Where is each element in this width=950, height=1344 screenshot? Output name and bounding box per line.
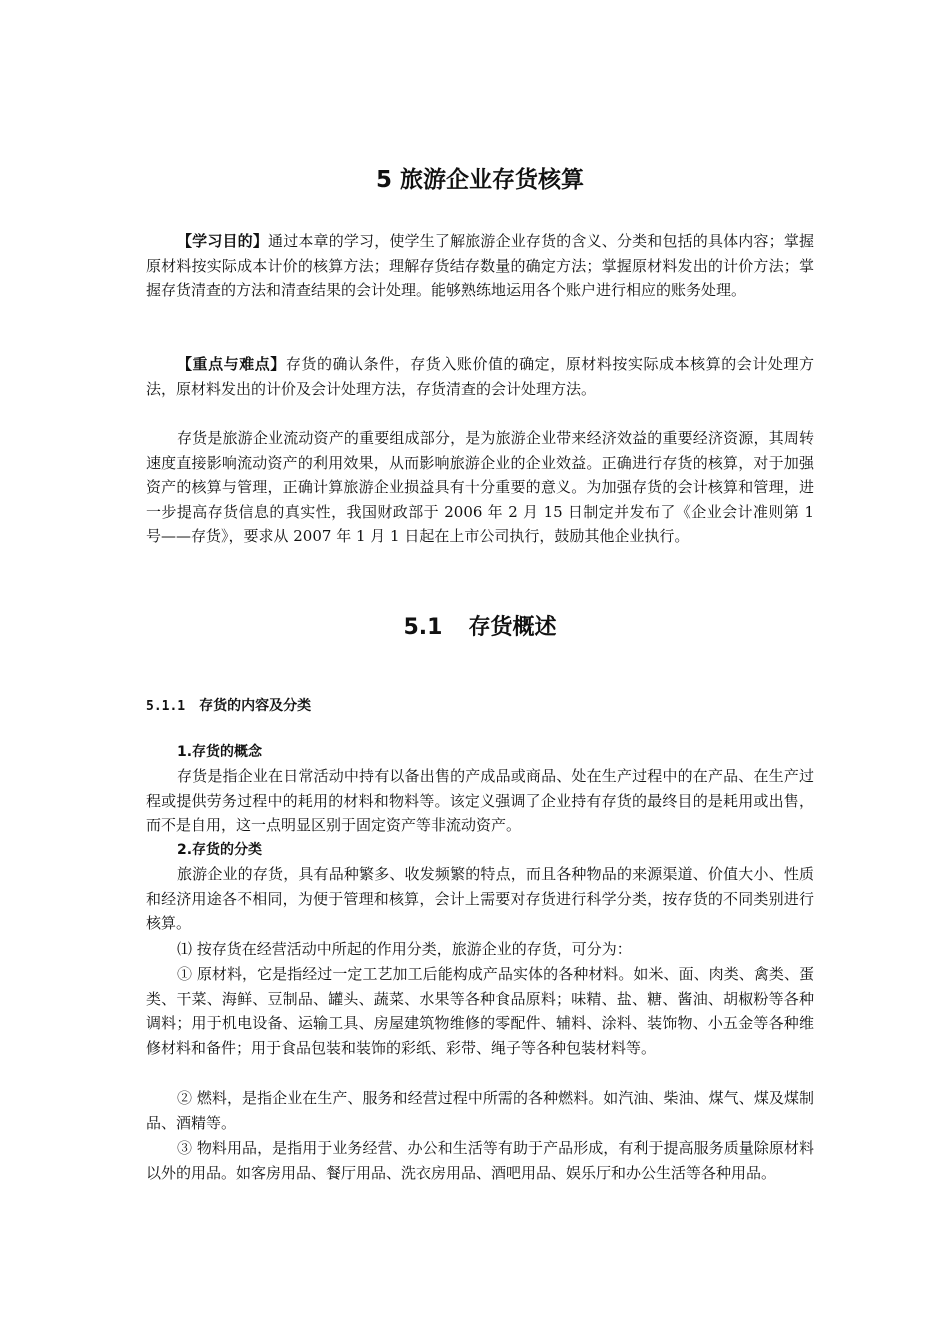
- list-item-fuel: ② 燃料，是指企业在生产、服务和经营过程中所需的各种燃料。如汽油、柴油、煤气、煤及煤制品、酒精等。: [146, 1089, 814, 1132]
- section-heading: [146, 610, 814, 646]
- subsection-number: 5.1.1: [146, 699, 186, 714]
- classification-paragraph: 旅游企业的存货，具有品种繁多、收发频繁的特点，而且各种物品的来源渠道、价值大小、性质和经济用途各不相同，为便于管理和核算，会计上需要对存货进行科学分类，按存货的不同类别进行核算。: [146, 865, 814, 933]
- learning-goal-label: 【学习目的】: [177, 232, 269, 250]
- key-points-label: 【重点与难点】: [177, 355, 286, 373]
- classification-by-function: ⑴ 按存货在经营活动中所起的作用分类，旅游企业的存货，可分为：: [177, 940, 632, 958]
- subsection-heading: [146, 694, 311, 719]
- key-points-text: 存货的确认条件，存货入账价值的确定，原材料按实际成本核算的会计处理方法，原材料发出的计价及会计处理方法，存货清查的会计处理方法。: [146, 355, 814, 398]
- key-points-paragraph: [146, 352, 814, 401]
- section-number: 5.1: [403, 615, 443, 640]
- list-item-supplies: ③ 物料用品，是指用于业务经营、办公和生活等有助于产品形成，有利于提高服务质量除原材料以外的用品。如客房用品、餐厅用品、洗衣房用品、酒吧用品、娱乐厅和办公生活等各种用品。: [146, 1139, 814, 1182]
- learning-goal-text: 通过本章的学习，使学生了解旅游企业存货的含义、分类和包括的具体内容；掌握原材料按实际成本计价的核算方法；理解存货结存数量的确定方法；掌握原材料发出的计价方法；掌握存货清查的方法和清查结果的会计处理。能够熟练地运用各个账户进行相应的账务处理。: [146, 232, 814, 300]
- subsection-title: 存货的内容及分类: [199, 698, 312, 714]
- classification-heading: 2.存货的分类: [177, 842, 263, 858]
- concept-heading: 1.存货的概念: [177, 744, 263, 760]
- intro-paragraph: 存货是旅游企业流动资产的重要组成部分，是为旅游企业带来经济效益的重要经济资源，其周转速度直接影响流动资产的利用效果，从而影响旅游企业的企业效益。正确进行存货的核算，对于加强资产的核算与管理，正确计算旅游企业损益具有十分重要的意义。为加强存货的会计核算和管理，进一步提高存货信息的真实性，我国财政部于 2006 年 2 月 15 日制定并发布了《企业会计准则第 1 号——存货》，要求从 2007 年 1 月 1 日起在上市公司执行，鼓励其他企业执行。: [146, 429, 814, 546]
- list-item-raw-materials: ① 原材料，它是指经过一定工艺加工后能构成产品实体的各种材料。如米、面、肉类、禽类、蛋类、干菜、海鲜、豆制品、罐头、蔬菜、水果等各种食品原料；味精、盐、糖、酱油、胡椒粉等各种调料；用于机电设备、运输工具、房屋建筑物维修的零配件、辅料、涂料、装饰物、小五金等各种维修材料和备件；用于食品包装和装饰的彩纸、彩带、绳子等各种包装材料等。: [146, 965, 814, 1057]
- chapter-title: 5 旅游企业存货核算: [375, 167, 584, 193]
- concept-paragraph: 存货是指企业在日常活动中持有以备出售的产成品或商品、处在生产过程中的在产品、在生产过程或提供劳务过程中的耗用的材料和物料等。该定义强调了企业持有存货的最终目的是耗用或出售，而不是自用，这一点明显区别于固定资产等非流动资产。: [146, 767, 814, 835]
- learning-goal-paragraph: [146, 229, 814, 303]
- section-title: 存货概述: [468, 615, 557, 640]
